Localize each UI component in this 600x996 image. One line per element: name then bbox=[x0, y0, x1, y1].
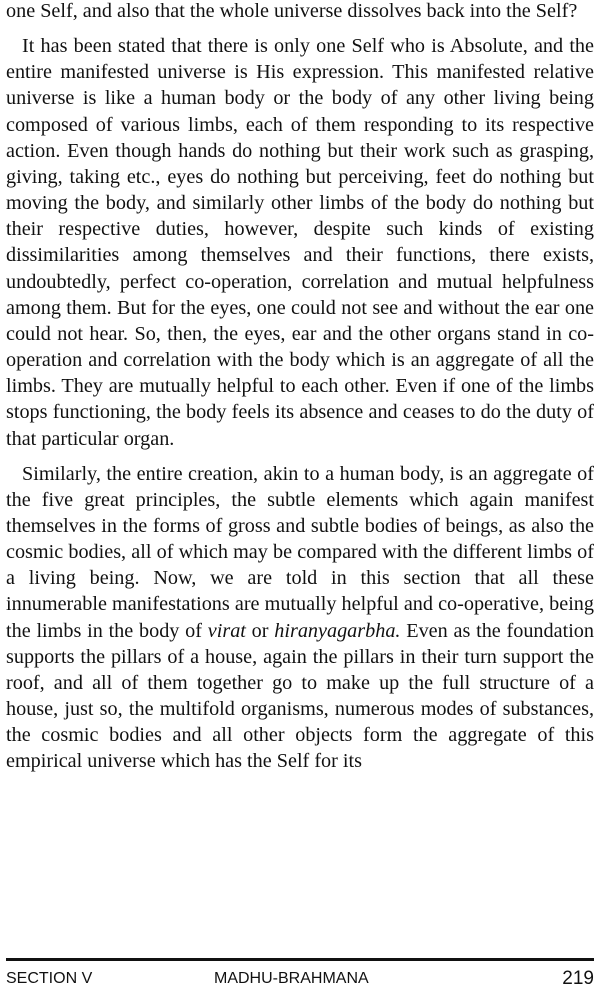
body-text bbox=[6, 0, 594, 775]
footer-rule bbox=[6, 958, 594, 961]
footer-title: MADHU-BRAHMANA bbox=[214, 970, 369, 987]
page-number: 219 bbox=[562, 968, 594, 989]
text-run: Similarly, the entire creation, akin to a human body, is an aggregate of the five great principles, the subtle elements which again manifest themselves in the forms of gross and subtle bodies of beings, as also the cosmic bodies, all of which may be compared with the different limbs of a living being. Now, we are told in this section that all these innumerable manifestations are mutually helpful and co-operative, being the limbs in the body of bbox=[6, 462, 594, 642]
italic-term: virat bbox=[207, 619, 246, 642]
text-run: Even as the foundation supports the pillars of a house, again the pillars in their turn support the roof, and all of them together go to make up the full structure of a house, just so, the multifold organisms, numerous modes of substances, the cosmic bodies and all other objects form the aggregate of this empirical universe which has the Self for its bbox=[6, 619, 594, 773]
text-run: or bbox=[245, 619, 275, 642]
page-body bbox=[6, 0, 594, 958]
italic-term: hiranyagarbha. bbox=[274, 619, 401, 642]
page-footer bbox=[6, 966, 594, 992]
text-run: It has been stated that there is only one Self who is Absolute, and the entire manifested universe is His expression. This manifested relative universe is like a human body or the body of any other living being composed of various limbs, each of them responding to its respective action. Even though hands do nothing but their work such as grasping, giving, taking etc., eyes do nothing but perceiving, feet do nothing but moving the body, and similarly other limbs of the body do nothing but their respective duties, however, despite such kinds of existing dissimilarities among themselves and their functions, there exists, undoubtedly, perfect co-operation, correlation and mutual helpfulness among them. But for the eyes, one could not see and without the ear one could not hear. So, then, the eyes, ear and the other organs stand in co-operation and correlation with the body which is an aggregate of all the limbs. They are mutually helpful to each other. Even if one of the limbs stops functioning, the body feels its absence and ceases to do the duty of that particular organ. bbox=[6, 35, 594, 450]
text-run: one Self, and also that the whole universe dissolves back into the Self? bbox=[6, 0, 578, 22]
book-page bbox=[6, 0, 594, 996]
paragraph-2 bbox=[6, 33, 594, 452]
footer-section: SECTION V bbox=[6, 970, 93, 987]
paragraph-3 bbox=[6, 461, 594, 775]
paragraph-1 bbox=[6, 0, 594, 24]
